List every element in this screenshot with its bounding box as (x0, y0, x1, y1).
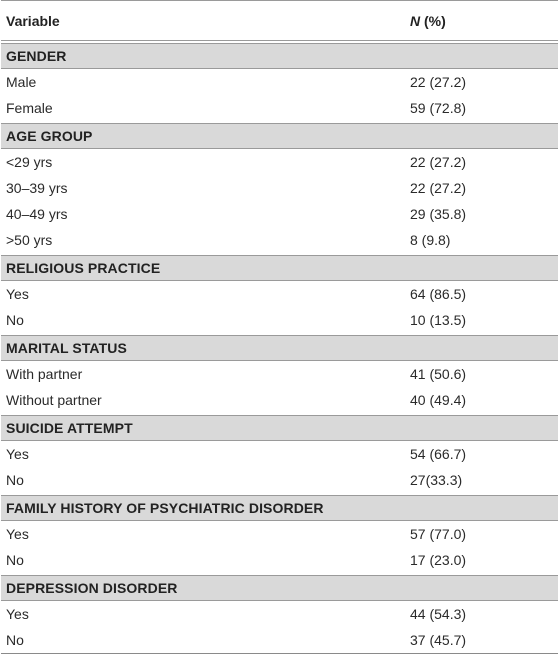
row-label: 40–49 yrs (6, 206, 68, 222)
section-title: FAMILY HISTORY OF PSYCHIATRIC DISORDER (6, 500, 324, 516)
table-row (1, 281, 558, 307)
row-value: 17 (23.0) (410, 552, 467, 568)
bottom-rule (1, 653, 558, 654)
row-value: 10 (13.5) (410, 312, 467, 328)
table-row (1, 547, 558, 573)
table-row (1, 601, 558, 627)
row-value: 27(33.3) (410, 472, 463, 488)
header-n-percent (410, 13, 558, 29)
row-value: 29 (35.8) (410, 206, 467, 222)
table-row (1, 467, 558, 493)
row-label: No (6, 312, 24, 328)
row-label: No (6, 472, 24, 488)
row-label: Yes (6, 446, 29, 462)
table-row (1, 95, 558, 121)
header-n: N (410, 12, 421, 29)
section-header (1, 255, 558, 281)
row-label: With partner (6, 366, 83, 382)
row-value: 22 (27.2) (410, 180, 467, 196)
row-label: No (6, 552, 24, 568)
row-value: 41 (50.6) (410, 366, 467, 382)
table-row (1, 227, 558, 253)
table-row (1, 307, 558, 333)
row-value: 64 (86.5) (410, 286, 467, 302)
table-row (1, 149, 558, 175)
section-title: SUICIDE ATTEMPT (6, 420, 133, 436)
section-title: AGE GROUP (6, 128, 93, 144)
section-title: MARITAL STATUS (6, 340, 127, 356)
header-percent: (%) (420, 12, 446, 29)
section-title: RELIGIOUS PRACTICE (6, 260, 161, 276)
row-value: 40 (49.4) (410, 392, 467, 408)
row-value: 22 (27.2) (410, 154, 467, 170)
row-label: No (6, 632, 24, 648)
header-variable: Variable (6, 12, 60, 29)
table-row (1, 387, 558, 413)
row-label: Female (6, 100, 53, 116)
section-header (1, 123, 558, 149)
section-header (1, 575, 558, 601)
row-value: 54 (66.7) (410, 446, 467, 462)
row-value: 44 (54.3) (410, 606, 467, 622)
section-title: GENDER (6, 48, 67, 64)
section-header (1, 43, 558, 69)
row-label: >50 yrs (6, 232, 53, 248)
row-label: Yes (6, 286, 29, 302)
table-row (1, 521, 558, 547)
table-row (1, 441, 558, 467)
row-label: Male (6, 74, 37, 90)
table-row (1, 627, 558, 653)
section-header (1, 495, 558, 521)
header-rule (1, 40, 558, 41)
section-header (1, 335, 558, 361)
row-label: <29 yrs (6, 154, 53, 170)
table-row (1, 175, 558, 201)
row-value: 37 (45.7) (410, 632, 467, 648)
data-table (1, 0, 558, 654)
table-row (1, 201, 558, 227)
table-row (1, 361, 558, 387)
section-title: DEPRESSION DISORDER (6, 580, 178, 596)
row-value: 8 (9.8) (410, 232, 451, 248)
row-label: Without partner (6, 392, 102, 408)
table-header (1, 1, 558, 40)
table-row (1, 69, 558, 95)
row-label: 30–39 yrs (6, 180, 68, 196)
row-value: 59 (72.8) (410, 100, 467, 116)
section-header (1, 415, 558, 441)
row-value: 22 (27.2) (410, 74, 467, 90)
row-value: 57 (77.0) (410, 526, 467, 542)
row-label: Yes (6, 526, 29, 542)
row-label: Yes (6, 606, 29, 622)
